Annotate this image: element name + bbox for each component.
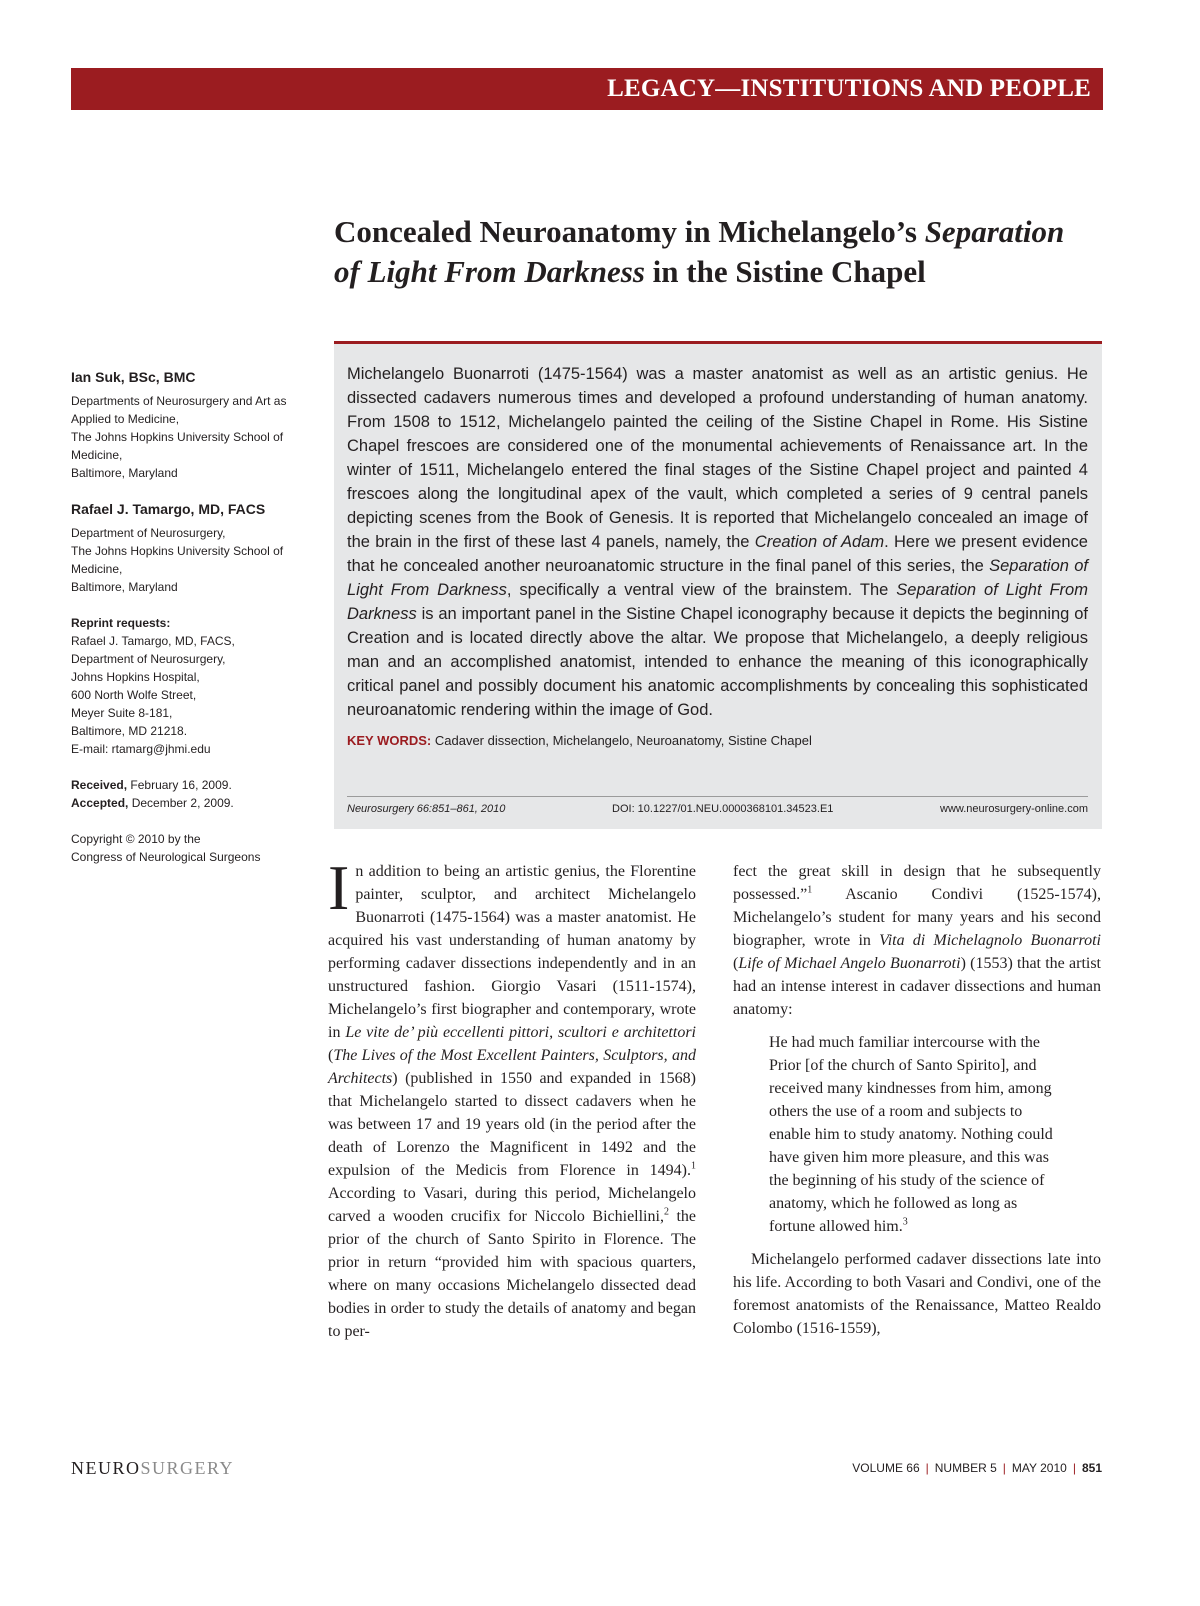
abstract-box [334,341,1102,829]
citation-line [347,796,1088,815]
separator: | [1072,1461,1076,1475]
reprint-line: Department of Neurosurgery, [71,652,226,666]
block-quote: He had much familiar intercourse with the Prior [of the church of Santo Spirito], and received many kindnesses from him, among others the use of a room and subjects to enable him to study anatomy. Nothing could have given him more pleasure, and this was the beginning of his study of the science of anatomy, which he followed as long as fortune allowed him.$^3$ [769,1034,1053,1235]
drop-cap: I [328,852,350,923]
keywords-list: Cadaver dissection, Michelangelo, Neuroanatomy, Sistine Chapel [431,733,812,748]
section-banner [71,68,1103,110]
affiliation-line: Departments of Neurosurgery and Art as Applied to Medicine, [71,394,287,426]
reprint-line: 600 North Wolfe Street, [71,688,197,702]
author-name: Ian Suk, BSc, BMC [71,369,196,385]
affiliation-line: Department of Neurosurgery, [71,526,226,540]
separator: | [1002,1461,1006,1475]
journal-url[interactable]: www.neurosurgery-online.com [940,803,1088,815]
body-column-right [733,860,1101,1340]
logo-text-dark: NEURO [71,1458,141,1478]
received-line [71,776,311,794]
journal-reference: Neurosurgery 66:851–861, 2010 [347,803,506,815]
reprint-block [71,614,311,758]
body-paragraph: Michelangelo performed cadaver dissections late into his life. According to both Vasari and Condivi, one of the foremost anatomists of the Renaissance, Matteo Realdo Colombo (1516-1559), [733,1251,1101,1337]
accepted-line [71,794,311,812]
accepted-date: December 2, 2009. [131,796,234,810]
issue-date: MAY 2010 [1011,1461,1067,1475]
issue-info [852,1461,1102,1475]
citation-ref[interactable]: 2 [663,1206,669,1218]
body-paragraph: In addition to being an artistic genius, the Florentine painter, sculptor, and architect Michelangelo Buonarroti (1475-1564) was a master anatomist. He acquired his vast understanding of human anatomy by performing cadaver dissections independently and in an unstructured fashion. Giorgio Vasari (1511-1574), Michelangelo’s first biographer and contemporary, wrote in Le vite de’ più eccellenti pittori, scultori e architettori (The Lives of the Most Excellent Painters, Sculptors, and Architects) (published in 1550 and expanded in 1568) that Michelangelo started to dissect cadavers when he was between 17 and 19 years old (in the period after the death of Lorenzo the Magnificent in 1492 and the expulsion of the Medicis from Florence in 1494).$^1$ According to Vasari, during this period, Michelangelo carved a wooden crucifix for Niccolo Bichiellini,$^2$ the prior of the church of Santo Spirito in Florence. The prior in return “provided him with spacious quarters, where on many occasions Michelangelo dissected dead bodies in order to study the details of anatomy and began to per- [328,852,696,1340]
reprint-line: Rafael J. Tamargo, MD, FACS, [71,634,235,648]
copyright-line: Copyright © 2010 by the [71,832,201,846]
article-title [334,212,1094,292]
page-number: 851 [1081,1461,1102,1475]
affiliation-line: Baltimore, Maryland [71,580,178,594]
keywords-label: KEY WORDS: [347,733,432,748]
reprint-line: Baltimore, MD 21218. [71,724,188,738]
volume: VOLUME 66 [852,1461,920,1475]
affiliation-line: The Johns Hopkins University School of Medicine, [71,544,284,576]
journal-logo [71,1458,234,1479]
abstract-text: Michelangelo Buonarroti (1475-1564) was a master anatomist as well as an artistic genius. He dissected cadavers numerous times and developed a profound understanding of human anatomy. From 1508 to 1512, Michelangelo painted the ceiling of the Sistine Chapel in Rome. His Sistine Chapel frescoes are considered one of the monumental achievements of Renaissance art. In the winter of 1511, Michelangelo entered the final stages of the Sistine Chapel project and painted 4 frescoes along the longitudinal apex of the vault, which completed a series of 9 central panels depicting scenes from the Book of Genesis. It is reported that Michelangelo concealed an image of the brain in the first of these last 4 panels, namely, the Creation of Adam. Here we present evidence that he concealed another neuroanatomic structure in the final panel of this series, the Separation of Light From Darkness, specifically a ventral view of the brainstem. The Separation of Light From Darkness is an important panel in the Sistine Chapel iconography because it depicts the beginning of Creation and is located directly above the altar. We propose that Michelangelo, a deeply religious man and an accomplished anatomist, intended to enhance the meaning of this iconographically critical panel and possibly document his anatomic accomplishments by concealing this sophisticated neuroanatomic rendering within the image of God. [347,365,1088,719]
section-label: LEGACY—INSTITUTIONS AND PEOPLE [607,75,1091,102]
copyright-block [71,830,311,866]
separator: | [925,1461,929,1475]
received-date: February 16, 2009. [130,778,232,792]
reprint-label: Reprint requests: [71,616,171,630]
dates-block [71,776,311,812]
email-line [71,740,311,758]
affiliation-line: Baltimore, Maryland [71,466,178,480]
logo-text-light: SURGERY [140,1458,235,1478]
author-name: Rafael J. Tamargo, MD, FACS [71,501,266,517]
title-text: Concealed Neuroanatomy in Michelangelo’s [334,214,925,249]
copyright-line: Congress of Neurological Surgeons [71,850,261,864]
body-column-left [328,852,696,1343]
reprint-line: Johns Hopkins Hospital, [71,670,200,684]
doi[interactable]: DOI: 10.1227/01.NEU.0000368101.34523.E1 [612,803,834,815]
email-label: E-mail: [71,742,112,756]
author-block [71,368,311,482]
author-sidebar [71,368,311,884]
body-paragraph: fect the great skill in design that he subsequently possessed.”$^1$ Ascanio Condivi (1525-1574), Michelangelo’s student for many years and his second biographer, wrote in Vita di Michelagnolo Buonarroti (Life of Michael Angelo Buonarroti) (1553) that the artist had an intense interest in cadaver dissections and human anatomy: [733,863,1101,1018]
citation-ref[interactable]: 1 [807,884,813,896]
title-italic: Separation of Light From Darkness [334,214,1065,289]
reprint-line: Meyer Suite 8-181, [71,706,173,720]
author-block [71,500,311,596]
accepted-label: Accepted, [71,796,129,810]
issue-number: NUMBER 5 [934,1461,997,1475]
citation-ref[interactable]: 1 [691,1160,696,1172]
title-text-end: in the Sistine Chapel [644,254,926,289]
received-label: Received, [71,778,128,792]
email-link[interactable]: rtamarg@jhmi.edu [111,742,211,756]
citation-ref[interactable]: 3 [902,1216,908,1228]
affiliation-line: The Johns Hopkins University School of Medicine, [71,430,284,462]
keywords [347,732,1088,750]
